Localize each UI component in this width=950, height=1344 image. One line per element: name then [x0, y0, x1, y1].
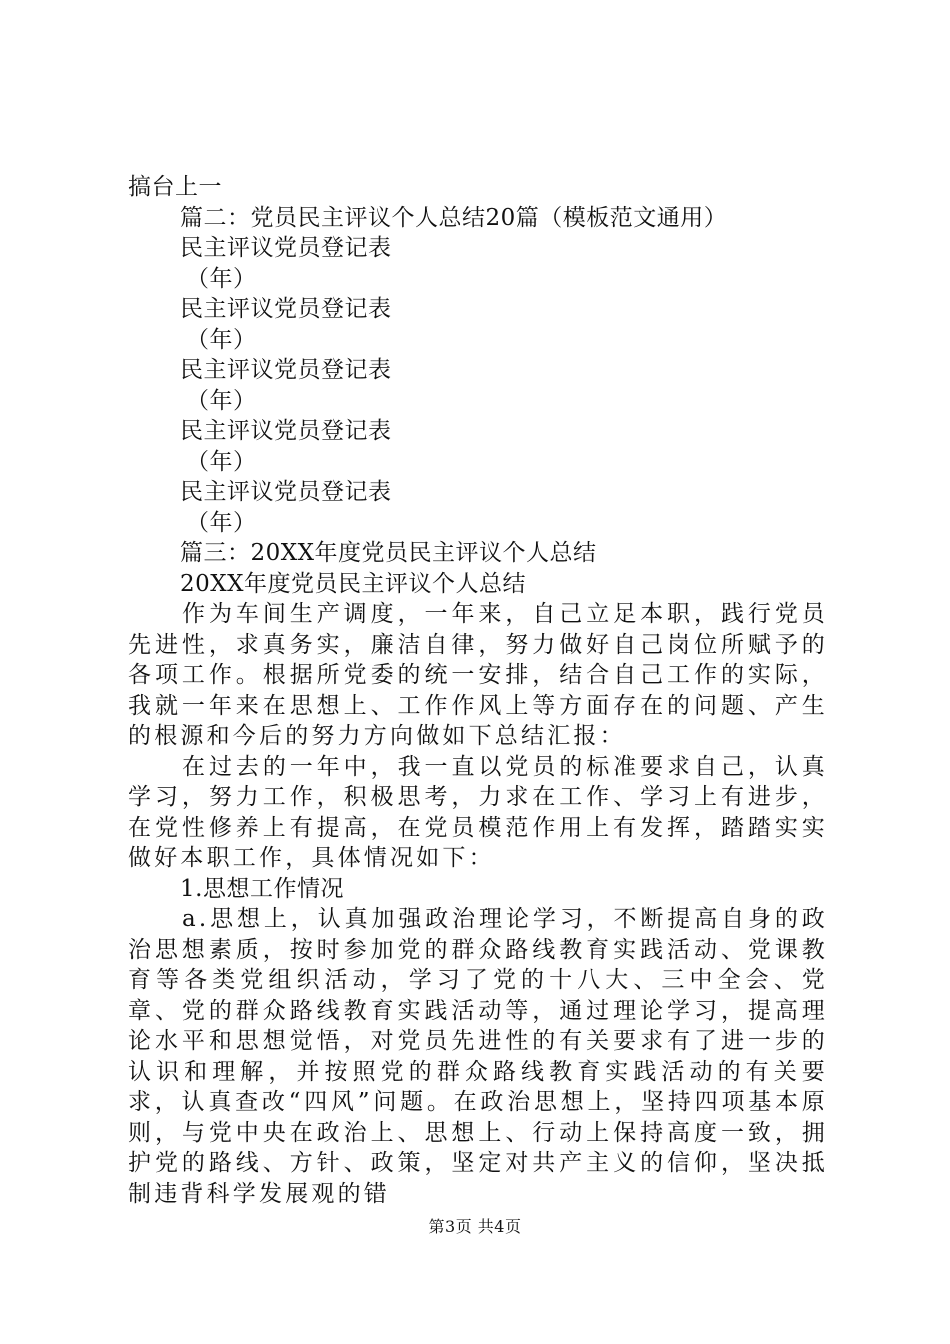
text-line: 民主评议党员登记表: [180, 479, 392, 505]
paragraph: 1.思想工作情况: [180, 875, 344, 902]
paragraph: 作为车间生产调度，一年来，自己立足本职，践行党员先进性，求真务实，廉洁自律，努力做好自己岗位所赋予的各项工作。根据所党委的统一安排，结合自己工作的实际，我就一年来在思想上、工作作风上等方面存在的问题、产生的根源和今后的努力方向做如下总结汇报：: [128, 601, 828, 749]
heading-lines: [128, 172, 848, 599]
text-line: 民主评议党员登记表: [180, 296, 392, 322]
text-line: （年）: [186, 265, 257, 292]
text-line: 民主评议党员登记表: [180, 418, 392, 444]
text-line: 民主评议党员登记表: [180, 357, 392, 383]
body-paragraphs: [128, 599, 848, 1209]
text-line: 搞台上一: [128, 174, 222, 200]
text-line: 民主评议党员登记表: [180, 235, 392, 261]
paragraph: 在过去的一年中，我一直以党员的标准要求自己，认真学习，努力工作，积极思考，力求在工作、学习上有进步，在党性修养上有提高，在党员模范作用上有发挥，踏踏实实做好本职工作，具体情况如下：: [128, 753, 828, 871]
text-line: （年）: [186, 326, 257, 353]
text-line: 篇三：20XX年度党员民主评议个人总结: [180, 540, 597, 566]
text-line: （年）: [186, 387, 257, 414]
text-line: 20XX年度党员民主评议个人总结: [180, 570, 527, 597]
document-body: [128, 172, 848, 1209]
page-footer: 第3页 共4页: [428, 1217, 522, 1236]
text-line: （年）: [186, 509, 257, 536]
text-line: （年）: [186, 448, 257, 475]
paragraph: a.思想上，认真加强政治理论学习，不断提高自身的政治思想素质，按时参加党的群众路线教育实践活动、党课教育等各类党组织活动，学习了党的十八大、三中全会、党章、党的群众路线教育实践活动等，通过理论学习，提高理论水平和思想觉悟，对党员先进性的有关要求有了进一步的认识和理解，并按照党的群众路线教育实践活动的有关要求，认真查改“四风”问题。在政治思想上，坚持四项基本原则，与党中央在政治上、思想上、行动上保持高度一致，拥护党的路线、方针、政策，坚定对共产主义的信仰，坚决抵制违背科学发展观的错: [128, 906, 828, 1207]
text-line: 篇二：党员民主评议个人总结20篇（模板范文通用）: [180, 204, 728, 231]
